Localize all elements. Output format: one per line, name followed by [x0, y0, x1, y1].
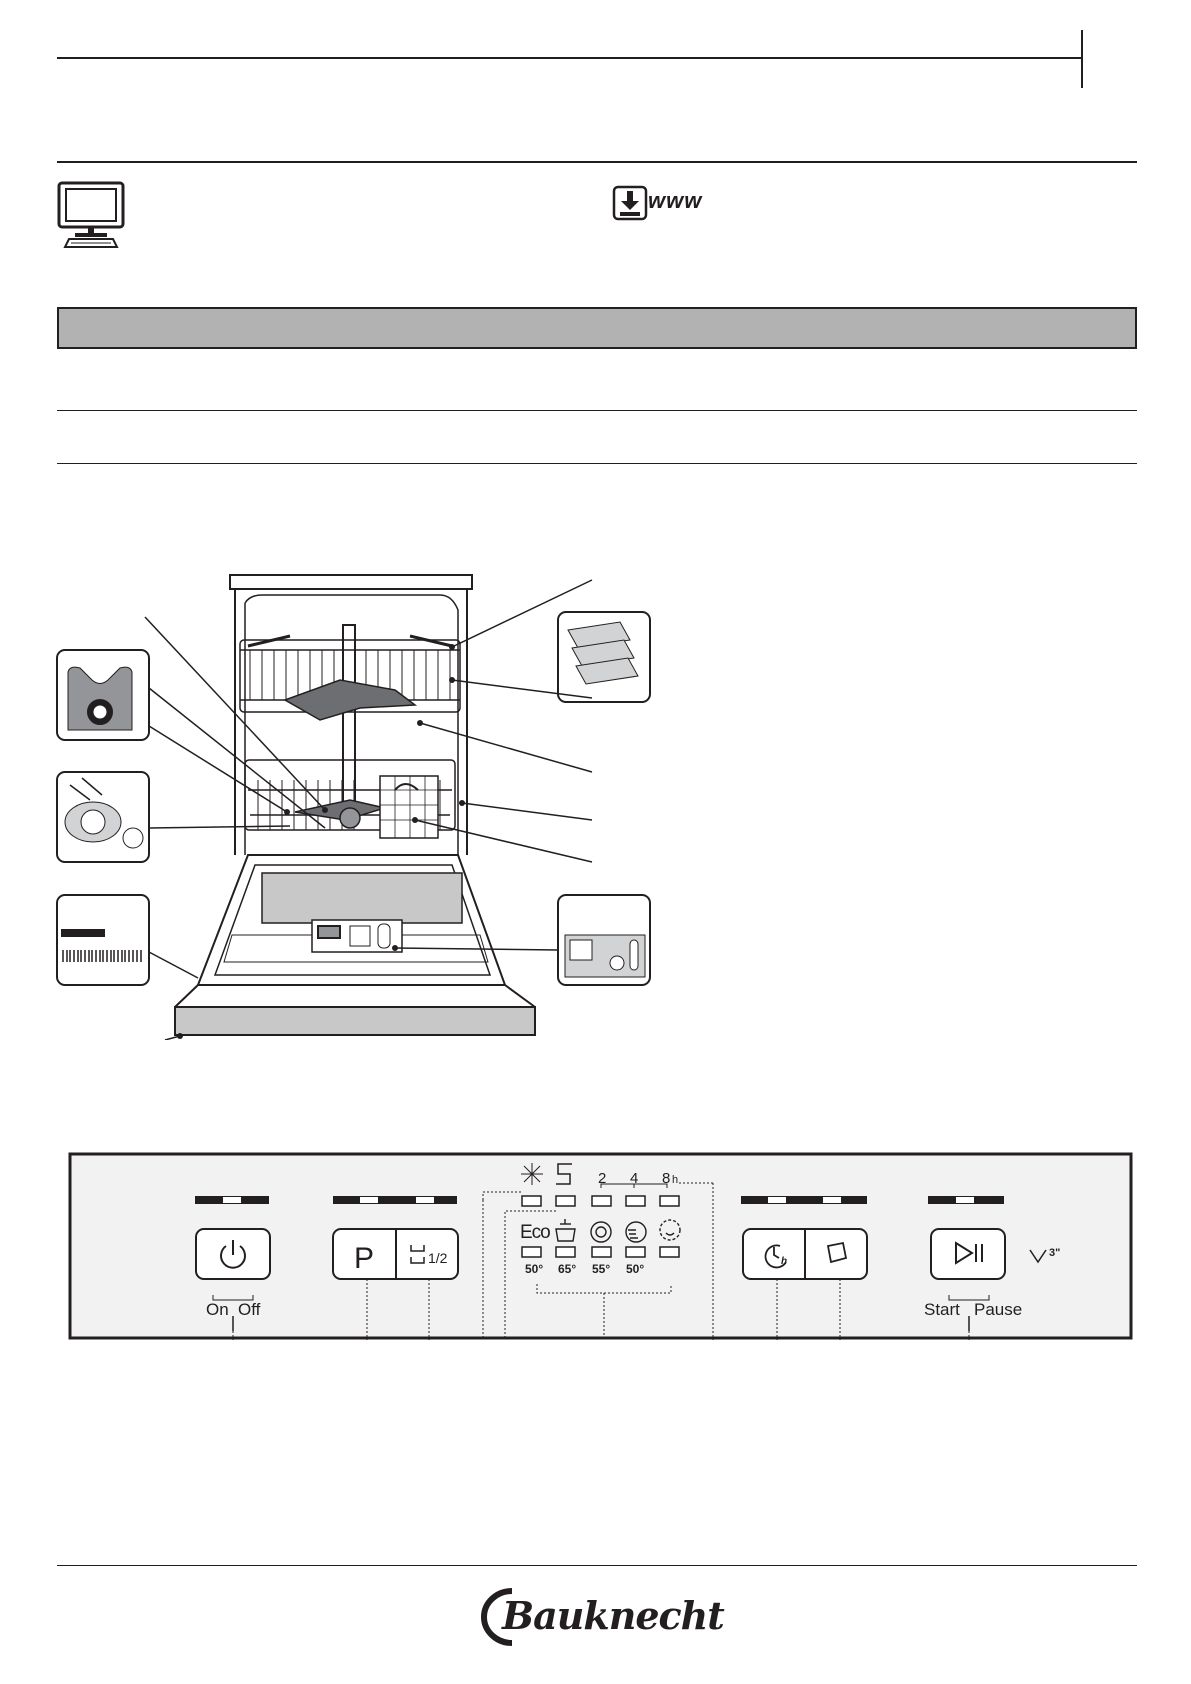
footer-rule [57, 1565, 1137, 1566]
delay-hour-unit: h [672, 1174, 679, 1186]
half-load-label: 1/2 [428, 1250, 448, 1266]
callout-filter [57, 772, 149, 862]
top-rule [57, 57, 1082, 59]
delay-button-glyph: h [781, 1256, 788, 1267]
temp-intensive: 65° [558, 1262, 577, 1276]
divider-rule-2 [57, 463, 1137, 464]
delay-hour-4: 4 [630, 1170, 639, 1187]
callout-dispenser [558, 895, 650, 985]
grey-header-band [57, 307, 1137, 349]
callout-flaps [558, 612, 650, 702]
dishwasher-door [198, 855, 505, 985]
start-label: Start [924, 1300, 960, 1319]
dishwasher-base [175, 1007, 535, 1035]
start-pause-button[interactable] [931, 1229, 1005, 1279]
control-panel [68, 1150, 1133, 1340]
rinse-aid-icon [521, 1163, 543, 1185]
program-label: P [354, 1242, 375, 1275]
top-rule-tick [1081, 30, 1083, 88]
monitor-icon [57, 181, 127, 251]
drain-time-label: 3" [1049, 1247, 1061, 1259]
temp-daily: 55° [592, 1262, 611, 1276]
brand-logo [476, 1583, 724, 1647]
on-label: On [206, 1300, 229, 1319]
brand-name: Bauknecht [502, 1593, 724, 1638]
pause-label: Pause [974, 1300, 1023, 1319]
section-rule [57, 161, 1137, 163]
download-www-label: www [648, 188, 703, 213]
temp-fast: 50° [626, 1262, 645, 1276]
delay-hour-8: 8 [662, 1170, 671, 1187]
delay-hour-2: 2 [598, 1170, 607, 1187]
divider-rule-1 [57, 410, 1137, 411]
eco-label: Eco [520, 1222, 550, 1243]
off-label: Off [238, 1300, 261, 1319]
download-icon [612, 185, 648, 221]
callout-salt-cap [57, 650, 149, 740]
callout-rating-plate [57, 895, 149, 985]
temp-eco: 50° [525, 1262, 544, 1276]
dishwasher-diagram [50, 560, 660, 1040]
